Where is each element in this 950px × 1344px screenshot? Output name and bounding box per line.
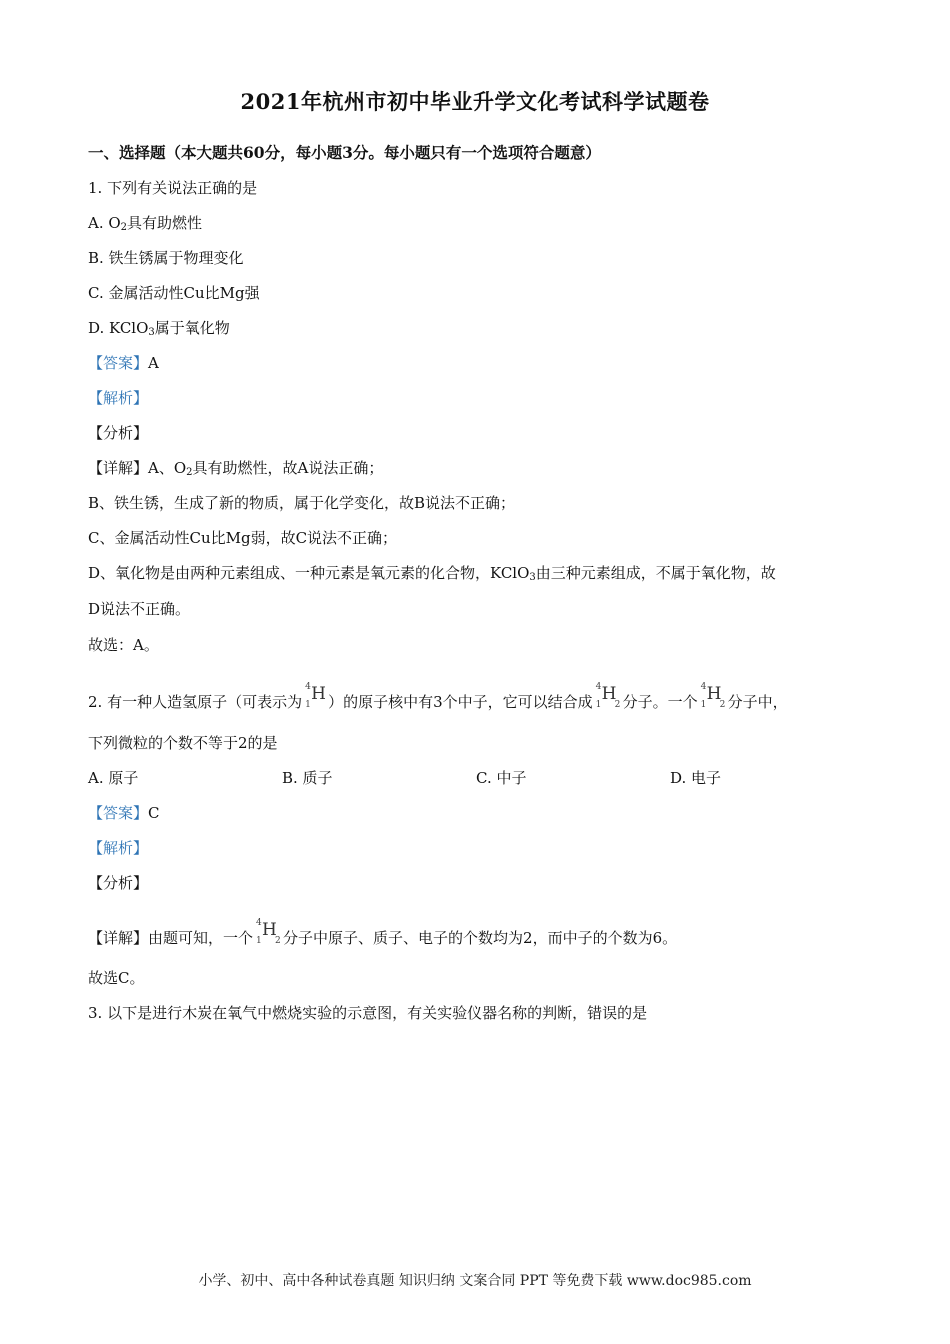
molecule-h2-notation: 4 1 H 2 — [256, 918, 281, 946]
q2-detail: 【详解】由题可知，一个 4 1 H 2 分子中原子、质子、电子的个数均为2，而中子的个数为6。 — [88, 918, 678, 947]
q1-detail-d-line2: D说法不正确。 — [88, 600, 191, 618]
q1-option-b: B. 铁生锈属于物理变化 — [88, 249, 244, 267]
nuclide-h4-notation: 4 1 H — [305, 682, 326, 710]
q2-answer — [88, 803, 160, 823]
q2-conclusion: 故选C。 — [88, 969, 145, 987]
q2-jiexi-tag: 【解析】 — [88, 839, 149, 857]
molecule-h2-notation: 4 1 H 2 — [700, 682, 726, 710]
page-footer: 小学、初中、高中各种试卷真题 知识归纳 文案合同 PPT 等免费下载 www.doc985.com — [198, 1273, 752, 1289]
q1-option-c: C. 金属活动性Cu比Mg强 — [88, 284, 260, 302]
q1-answer — [88, 353, 159, 373]
q1-detail-b: B、铁生锈，生成了新的物质，属于化学变化，故B说法不正确； — [88, 494, 516, 512]
q1-stem: 1. 下列有关说法正确的是 — [88, 179, 258, 197]
q2-option-b: B. 质子 — [282, 769, 333, 787]
q1-option-d: D. KClO$_3$属于氧化物 — [88, 319, 230, 338]
page-title: 2021年杭州市初中毕业升学文化考试科学试题卷 — [240, 89, 710, 114]
answer-tag: 【答案】 — [88, 804, 149, 822]
q2-option-c: C. 中子 — [476, 769, 527, 787]
section-heading: 一、选择题（本大题共60分，每小题3分。每小题只有一个选项符合题意） — [88, 143, 601, 162]
q1-option-a: A. $O_2$具有助燃性 — [88, 214, 203, 233]
q2-fenxi-tag: 【分析】 — [88, 874, 149, 892]
q1-fenxi-tag: 【分析】 — [88, 424, 149, 442]
q3-stem: 3. 以下是进行木炭在氧气中燃烧实验的示意图，有关实验仪器名称的判断，错误的是 — [88, 1004, 648, 1022]
q1-conclusion: 故选：A。 — [88, 636, 159, 654]
answer-tag: 【答案】 — [88, 354, 149, 372]
q2-option-d: D. 电子 — [670, 769, 722, 787]
q2-option-a: A. 原子 — [88, 769, 139, 787]
molecule-h2-notation: 4 1 H 2 — [595, 682, 621, 710]
q2-stem: 2. 有一种人造氢原子（可表示为 4 1 H ）的原子核中有3个中子，它可以结合成 4 1 H 2 分子。一个 4 1 H 2 分子中， — [88, 682, 788, 711]
q1-jiexi-tag: 【解析】 — [88, 389, 149, 407]
q2-stem-line2: 下列微粒的个数不等于2的是 — [88, 734, 278, 752]
answer-value: C — [148, 804, 160, 822]
q1-detail-a: 【详解】A、$O_2$具有助燃性，故A说法正确； — [88, 459, 384, 478]
q1-detail-c: C、金属活动性Cu比Mg弱，故C说法不正确； — [88, 529, 398, 547]
answer-value: A — [148, 354, 159, 372]
q1-detail-d: D、氧化物是由两种元素组成、一种元素是氧元素的化合物，KClO$_3$由三种元素组成，不属于氧化物，故 — [88, 564, 776, 583]
